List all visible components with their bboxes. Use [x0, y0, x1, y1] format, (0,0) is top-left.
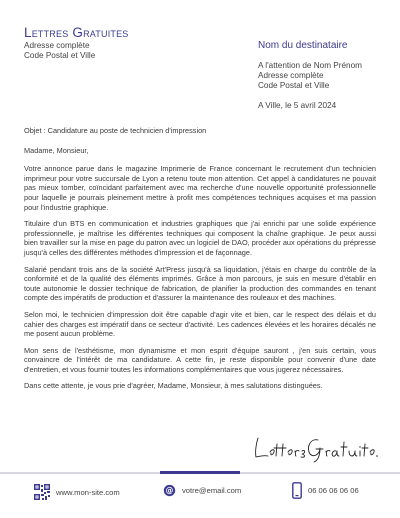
footer-phone-text: 06 06 06 06 06	[308, 486, 359, 495]
footer-email[interactable]	[163, 484, 241, 497]
recipient-address: Adresse complète	[258, 70, 324, 80]
sender-block	[24, 25, 129, 61]
paragraph: Selon moi, le technicien d'impression doit être capable d'agir vite et bien, car le respect des délais et du cahier des charges est impératif dans ce secteur d'activité. Les cadences élevées et les horaires décalés ne me posent aucun problème.	[24, 309, 376, 339]
letter-body	[24, 126, 376, 398]
sender-postal: Code Postal et Ville	[24, 50, 96, 60]
paragraph: Titulaire d'un BTS en communication et industries graphiques que j'ai enrichi par une solide expérience professionnelle, je maîtrise les différentes techniques qui composent la chaîne graphique. Je peux aussi bien travailler sur la mise en page du patron avec un logiciel de DAO, procéder aux opérations du prépresse jusqu'à celles des différentes méthodes d'impression et de façonnage.	[24, 219, 376, 257]
paragraph: Votre annonce parue dans le magazine Imprimerie de France concernant le recrutement d'un technicien imprimeur pour votre succursale de Lyon a retenu toute mon attention. Cet appel à candidatures ne pouvait pas mieux tomber, coïncidant parfaitement avec ma recherche d'une nouvelle opportunité professionnelle pour laquelle je pourrais pleinement mettre à profit mes compétences techniques acquises et ma passion pour l'industrie graphique.	[24, 164, 376, 212]
at-sign-icon	[163, 484, 176, 497]
sender-brand: Lettres Gratuites	[24, 25, 129, 40]
paragraph: Salarié pendant trois ans de la société Art'Press jusqu'à sa liquidation, j'étais en charge du contrôle de la conformité et de la qualité des éléments imprimés. Grâce à mon parcours, je suis en mesure d'établir en toute autonomie le dossier technique de fabrication, de planifier la production des commandes en tenant compte des impératifs de production et d'assurer la maintenance des rouleaux et des machines.	[24, 264, 376, 303]
footer-website[interactable]	[34, 484, 120, 500]
letter-object: Objet : Candidature au poste de technicien d'impression	[24, 126, 207, 135]
footer-website-text: www.mon-site.com	[56, 487, 120, 497]
handwritten-signature	[250, 430, 380, 464]
recipient-name: Nom du destinataire	[258, 40, 348, 51]
paragraph: Mon sens de l'esthétisme, mon dynamisme et mon esprit d'équipe sauront , j'en suis certain, vous convaincre de l'intérêt de ma candidature. A cette fin, je reste disponible pour convenir d'une date d'entretien, et vous fournir toutes les informations complémentaires que vous jugerez nécessaires.	[24, 345, 376, 374]
footer-phone[interactable]	[292, 482, 359, 499]
recipient-postal: Code Postal et Ville	[258, 80, 330, 90]
footer-email-text: votre@email.com	[182, 486, 242, 495]
recipient-attention: A l'attention de Nom Prénom	[258, 61, 362, 70]
svg-text:@: @	[165, 486, 174, 496]
footer	[0, 480, 400, 506]
sender-address: Adresse complète	[24, 41, 90, 50]
letter-greeting: Madame, Monsieur,	[24, 145, 89, 155]
letter-date: A Ville, le 5 avril 2024	[258, 101, 337, 110]
smartphone-icon	[292, 482, 302, 499]
paragraph: Dans cette attente, je vous prie d'agréer, Madame, Monsieur, à mes salutations distinguées.	[24, 381, 323, 391]
footer-accent-bar	[160, 471, 240, 474]
qr-code-icon	[34, 484, 50, 500]
recipient-block	[258, 40, 393, 90]
